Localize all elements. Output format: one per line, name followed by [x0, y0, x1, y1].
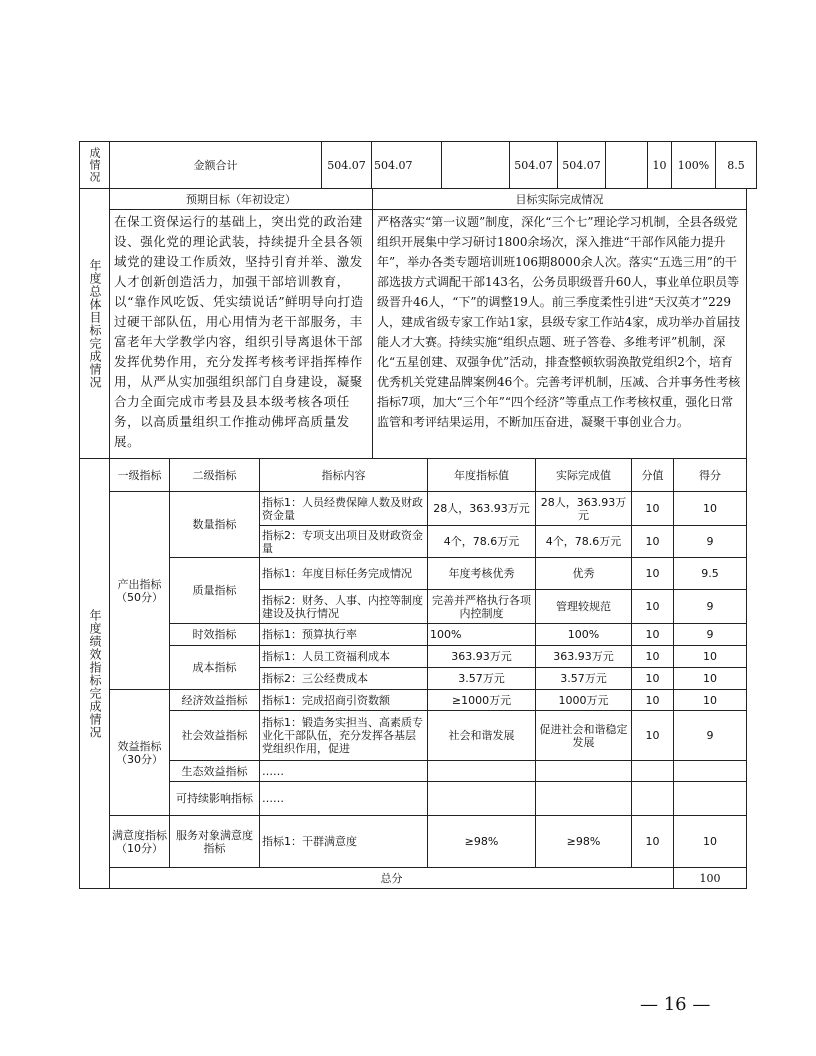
amount-cell: 504.07 — [558, 142, 606, 189]
indicator-target: ≥1000万元 — [428, 690, 536, 711]
page-number: — 16 — — [640, 994, 711, 1015]
indicator-got: 10 — [674, 816, 747, 868]
indicator-score: 10 — [632, 558, 674, 590]
indicator-target: 完善并严格执行各项内控制度 — [428, 590, 536, 624]
actual-completion-header: 目标实际完成情况 — [373, 189, 747, 210]
section-label-overall: 年度总体目标完成情况 — [80, 189, 110, 459]
header-target: 年度指标值 — [428, 459, 536, 492]
indicator-target: 100% — [428, 624, 536, 646]
indicator-got: 10 — [674, 668, 747, 690]
header-score: 分值 — [632, 459, 674, 492]
sub-sustain: 可持续影响指标 — [170, 782, 260, 816]
indicator-score: 10 — [632, 668, 674, 690]
header-actual: 实际完成值 — [536, 459, 632, 492]
indicator-score — [632, 782, 674, 816]
indicator-actual: 1000万元 — [536, 690, 632, 711]
indicator-got: 9 — [674, 590, 747, 624]
actual-completion-text: 严格落实“第一议题”制度，深化“三个七”理论学习机制，全县各级党组织开展集中学习研讨1800余场次，深入推进“干部作风能力提升年”，举办各类专题培训班106期8000余人次。落实“五选三用”的干部选拔方式调配干部143名，公务员职级晋升60人，事业单位职员等级晋升46人，“下”的调整19人。前三季度柔性引进“天汉英才”229人，建成省级专家工作站1家，县级专家工作站4家，成功举办首届技能人才大赛。持续实施“组织点题、班子答卷、多维考评”机制，深化“五星创建、双强争优”活动，排查整顿软弱涣散党组织2个，培育优秀机关党建品牌案例46个。完善考评机制，压减、合并事务性考核指标7项，加大“三个年”“四个经济”等重点工作考核权重，强化日常监管和考评结果运用，不断加压奋进，凝聚干事创业合力。 — [373, 210, 747, 459]
indicator-content: 指标2：财务、人事、内控等制度建设及执行情况 — [260, 590, 428, 624]
indicator-got: 10 — [674, 690, 747, 711]
score-cell: 10 — [648, 142, 672, 189]
header-got: 得分 — [674, 459, 747, 492]
indicator-target — [428, 782, 536, 816]
total-amount-label: 金额合计 — [110, 142, 322, 189]
indicator-target: 4个，78.6万元 — [428, 526, 536, 558]
sub-cost: 成本指标 — [170, 646, 260, 690]
indicator-content: 指标1：完成招商引资数额 — [260, 690, 428, 711]
total-score: 100 — [674, 868, 747, 889]
indicator-score: 10 — [632, 646, 674, 668]
sub-quality: 质量指标 — [170, 558, 260, 624]
indicator-got: 9 — [674, 711, 747, 761]
amount-cell: 504.07 — [372, 142, 442, 189]
indicator-score: 10 — [632, 624, 674, 646]
section-label-performance: 年度绩效指标完成情况 — [80, 459, 110, 889]
indicator-content: 指标1：预算执行率 — [260, 624, 428, 646]
expected-goal-text: 在保工资保运行的基础上，突出党的政治建设、强化党的理论武装，持续提升全县各领域党的建设工作质效，坚持引育并举、激发人才创新创造活力，加强干部培训教育，以“靠作风吃饭、凭实绩说话”鲜明导向打造过硬干部队伍，用心用情为老干部服务，丰富老年大学教学内容，组织引导离退休干部发挥优势作用，充分发挥考核考评指挥棒作用，从严从实加强组织部门自身建设，凝聚合力全面完成市考县及县本级考核各项任务，以高质量组织工作推动佛坪高质量发展。 — [110, 210, 373, 459]
indicator-actual: 100% — [536, 624, 632, 646]
sub-time: 时效指标 — [170, 624, 260, 646]
header-content: 指标内容 — [260, 459, 428, 492]
indicator-got: 9.5 — [674, 558, 747, 590]
indicator-target: 363.93万元 — [428, 646, 536, 668]
sub-quantity: 数量指标 — [170, 492, 260, 558]
group-benefit: 效益指标（30分） — [110, 690, 170, 816]
score-cell: 8.5 — [716, 142, 757, 189]
indicator-content: …… — [260, 761, 428, 782]
indicator-content: …… — [260, 782, 428, 816]
amount-cell: 504.07 — [510, 142, 558, 189]
overall-objectives-table — [79, 188, 747, 459]
indicator-actual: 363.93万元 — [536, 646, 632, 668]
indicator-got — [674, 782, 747, 816]
indicator-content: 指标1：人员经费保障人数及财政资金量 — [260, 492, 428, 526]
indicator-score: 10 — [632, 711, 674, 761]
indicator-got: 10 — [674, 646, 747, 668]
indicator-score: 10 — [632, 492, 674, 526]
sub-economic: 经济效益指标 — [170, 690, 260, 711]
group-satisfaction: 满意度指标（10分） — [110, 816, 170, 868]
total-label: 总分 — [110, 868, 674, 889]
group-output: 产出指标（50分） — [110, 492, 170, 690]
indicator-score: 10 — [632, 590, 674, 624]
amount-cell: 504.07 — [322, 142, 372, 189]
indicator-actual: 4个，78.6万元 — [536, 526, 632, 558]
amount-summary-table — [79, 141, 757, 189]
expected-goal-header: 预期目标（年初设定） — [110, 189, 373, 210]
indicator-got — [674, 761, 747, 782]
indicator-actual: ≥98% — [536, 816, 632, 868]
header-level2: 二级指标 — [170, 459, 260, 492]
indicator-content: 指标1：人员工资福利成本 — [260, 646, 428, 668]
indicator-target: 社会和谐发展 — [428, 711, 536, 761]
indicator-actual: 3.57万元 — [536, 668, 632, 690]
indicator-actual: 管理较规范 — [536, 590, 632, 624]
indicator-target: 3.57万元 — [428, 668, 536, 690]
header-level1: 一级指标 — [110, 459, 170, 492]
indicator-content: 指标2：专项支出项目及财政资金量 — [260, 526, 428, 558]
indicator-score: 10 — [632, 816, 674, 868]
indicator-content: 指标1：干群满意度 — [260, 816, 428, 868]
amount-cell — [442, 142, 510, 189]
indicator-got: 9 — [674, 526, 747, 558]
indicator-score — [632, 761, 674, 782]
indicator-actual — [536, 761, 632, 782]
sub-service: 服务对象满意度指标 — [170, 816, 260, 868]
performance-indicators-table — [79, 458, 747, 889]
indicator-target — [428, 761, 536, 782]
section-label-completion: 成情况 — [80, 142, 110, 189]
indicator-target: 年度考核优秀 — [428, 558, 536, 590]
rate-cell: 100% — [672, 142, 716, 189]
indicator-content: 指标1：年度目标任务完成情况 — [260, 558, 428, 590]
indicator-got: 10 — [674, 492, 747, 526]
indicator-score: 10 — [632, 690, 674, 711]
indicator-actual: 28人，363.93万元 — [536, 492, 632, 526]
indicator-got: 9 — [674, 624, 747, 646]
indicator-actual: 优秀 — [536, 558, 632, 590]
sub-ecology: 生态效益指标 — [170, 761, 260, 782]
indicator-target: ≥98% — [428, 816, 536, 868]
indicator-actual: 促进社会和谐稳定发展 — [536, 711, 632, 761]
indicator-content: 指标1：锻造务实担当、高素质专业化干部队伍，充分发挥各基层党组织作用，促进 — [260, 711, 428, 761]
indicator-score: 10 — [632, 526, 674, 558]
indicator-actual — [536, 782, 632, 816]
amount-cell — [606, 142, 648, 189]
indicator-content: 指标2：三公经费成本 — [260, 668, 428, 690]
indicator-target: 28人，363.93万元 — [428, 492, 536, 526]
sub-social: 社会效益指标 — [170, 711, 260, 761]
